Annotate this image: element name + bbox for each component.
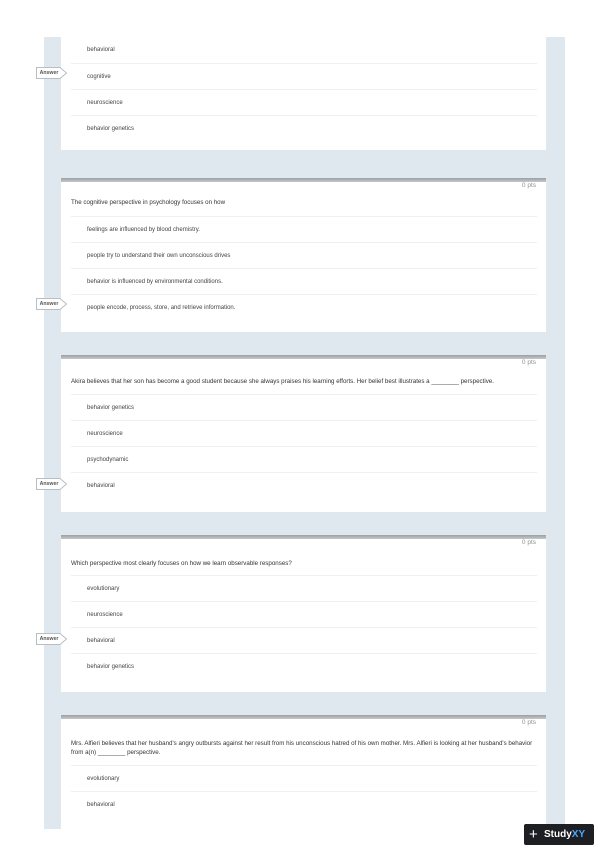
answer-option: [71, 765, 537, 791]
answer-option: [71, 575, 537, 601]
answer-option: [71, 216, 537, 242]
answer-flag-label: Answer: [39, 70, 59, 76]
quiz-results-track: [44, 37, 565, 829]
question-text: Akira believes that her son has become a good student because she always praises his learning efforts. Her belief best illustrates a ________ perspective.: [71, 378, 494, 385]
answer-option: [71, 242, 537, 268]
question-card-3: [61, 355, 546, 512]
answer-option: [71, 653, 537, 679]
answer-text: behavior is influenced by environmental conditions.: [87, 279, 223, 285]
answer-text: psychodynamic: [87, 457, 129, 463]
card-header-bar: [61, 715, 546, 719]
question-card-2: [61, 178, 546, 332]
answer-text: evolutionary: [87, 776, 120, 782]
answer-option: [71, 294, 537, 320]
answer-option: [71, 115, 537, 141]
answer-text: behavioral: [87, 802, 115, 808]
card-header-bar: [61, 535, 546, 539]
answer-option: [71, 472, 537, 498]
answer-text: neuroscience: [87, 612, 123, 618]
answer-option: [71, 394, 537, 420]
answer-text: neuroscience: [87, 431, 123, 437]
answer-option: [71, 420, 537, 446]
logo-study-text: Study: [544, 829, 572, 840]
question-text: The cognitive perspective in psychology focuses on how: [71, 199, 226, 206]
points-label: 0 pts: [521, 539, 536, 546]
answer-option: [71, 446, 537, 472]
answer-text: behavior genetics: [87, 405, 135, 411]
question-card-4: [61, 535, 546, 692]
question-card-5: [61, 715, 546, 829]
answer-text: behavioral: [87, 47, 115, 53]
correct-answer-flag: [36, 67, 67, 79]
answer-option: [71, 37, 537, 63]
card-header-bar: [61, 355, 546, 359]
answer-flag-label: Answer: [39, 481, 59, 487]
answer-option: [71, 89, 537, 115]
answer-text: evolutionary: [87, 586, 120, 592]
points-label: 0 pts: [521, 719, 536, 726]
correct-answer-flag: [36, 478, 67, 490]
question-text: Mrs. Alfieri believes that her husband's angry outbursts against her result from his unconscious hatred of his own mother. Mrs. Alfieri is looking at her husband's behavior from a(n) ________ perspective.: [71, 740, 533, 756]
answer-option: [71, 63, 537, 89]
answer-option: [71, 791, 537, 817]
answer-option: [71, 601, 537, 627]
answer-text: behavioral: [87, 483, 115, 489]
card-header-bar: [61, 178, 546, 182]
answer-option: [71, 268, 537, 294]
answer-option: [71, 627, 537, 653]
points-label: 0 pts: [521, 359, 536, 366]
question-card-1: [61, 37, 546, 150]
correct-answer-flag: [36, 633, 67, 645]
answer-text: cognitive: [87, 74, 111, 80]
answer-text: behavioral: [87, 638, 115, 644]
answer-text: behavior genetics: [87, 126, 135, 132]
logo-xy-text: XY: [571, 829, 586, 840]
answer-text: neuroscience: [87, 100, 123, 106]
answer-flag-label: Answer: [39, 636, 59, 642]
answer-text: people try to understand their own unconscious drives: [87, 253, 231, 259]
points-label: 0 pts: [521, 182, 536, 189]
correct-answer-flag: [36, 298, 67, 310]
plus-icon: +: [529, 826, 538, 843]
logo-wordmark: [544, 824, 585, 845]
studyxy-logo: [524, 824, 594, 845]
answer-flag-label: Answer: [39, 301, 59, 307]
answer-text: feelings are influenced by blood chemistry.: [87, 227, 200, 233]
question-text: Which perspective most clearly focuses on how we learn observable responses?: [71, 560, 292, 567]
answer-text: behavior genetics: [87, 664, 135, 670]
answer-text: people encode, process, store, and retrieve information.: [87, 305, 236, 311]
